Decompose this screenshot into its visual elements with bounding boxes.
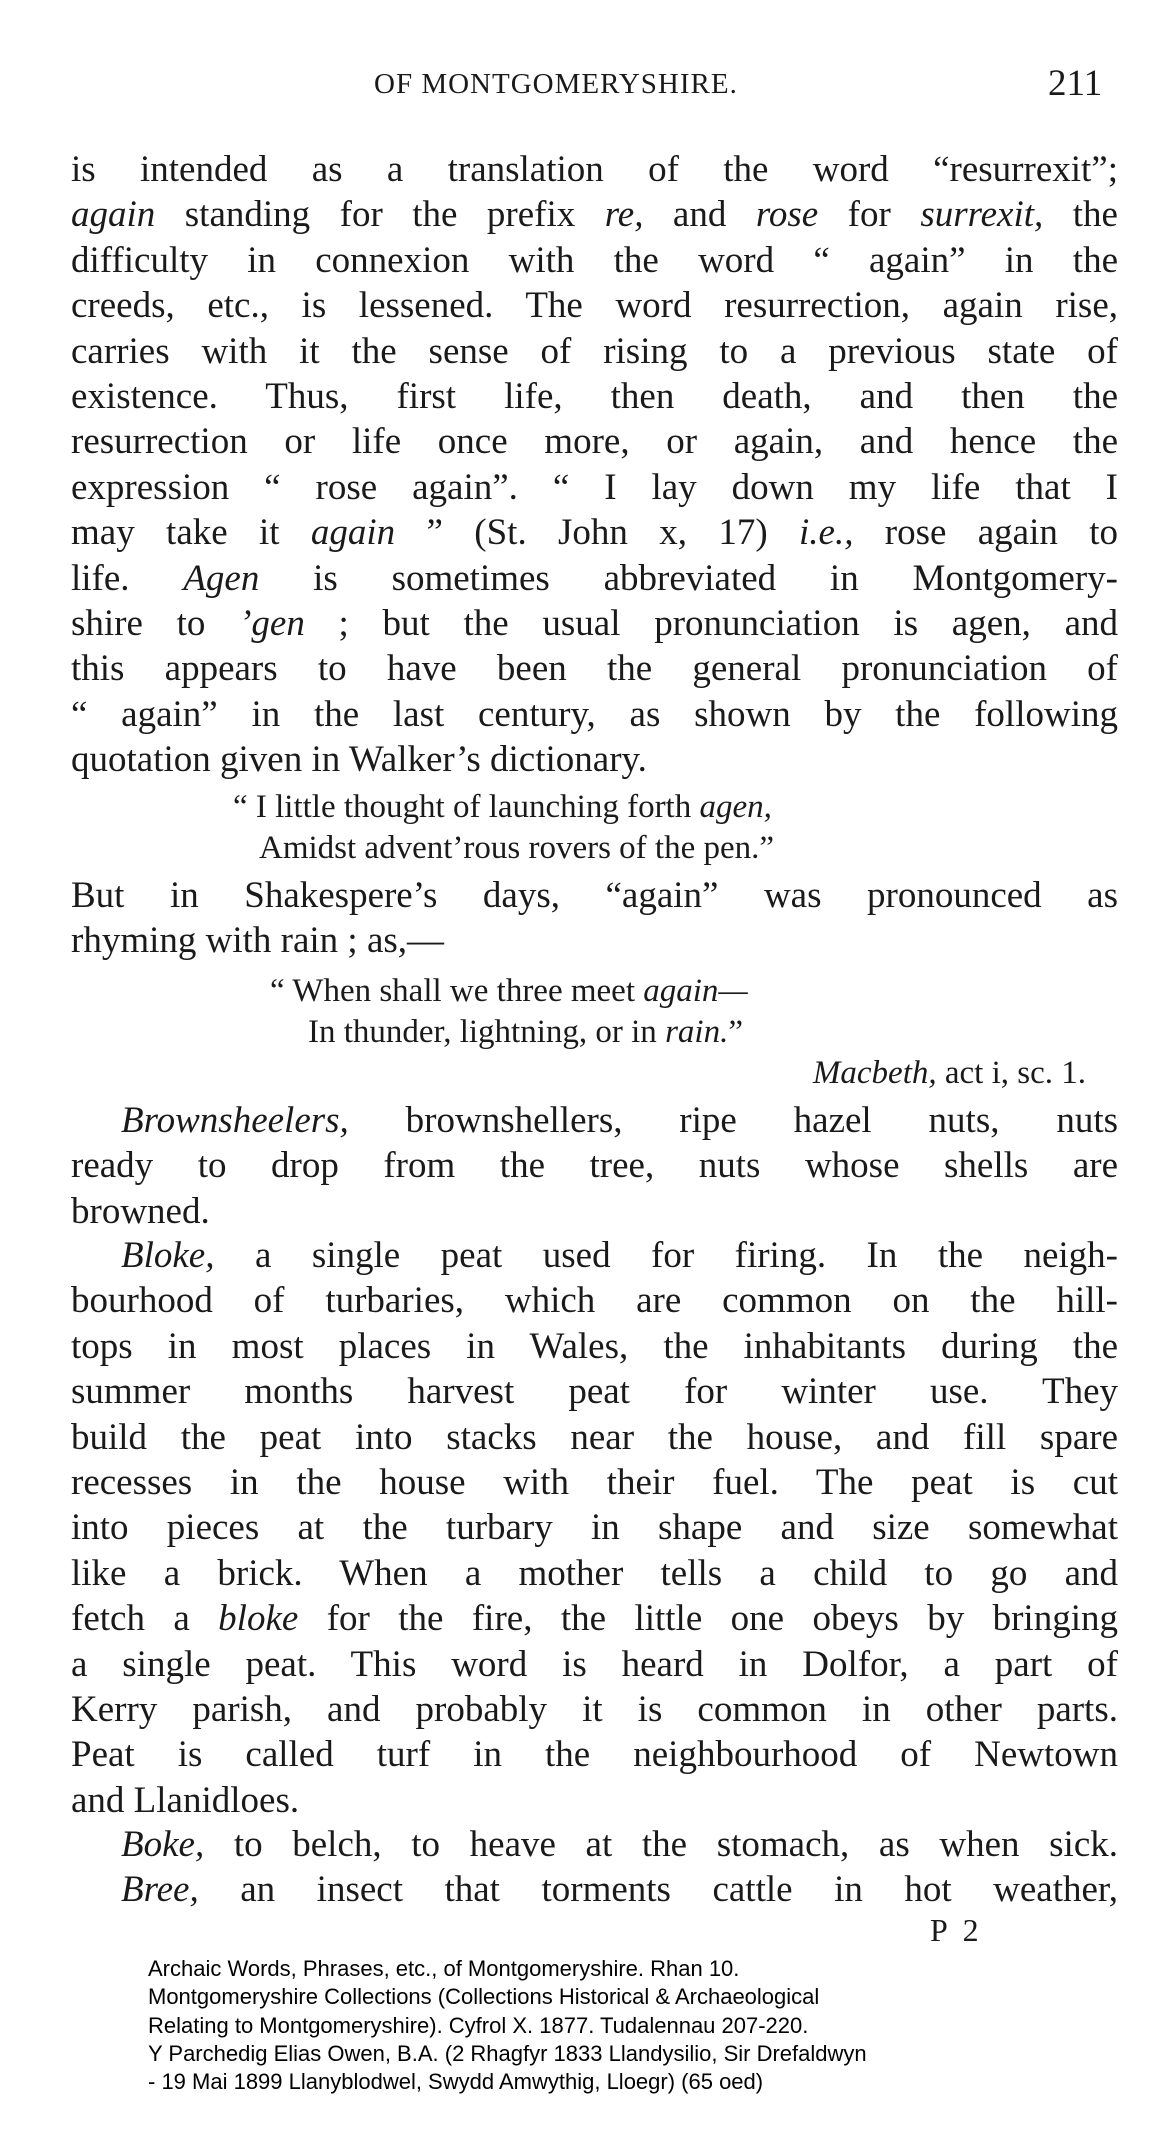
text-line	[71, 329, 1118, 374]
text-run: existence. Thus, first life, then death, and then the	[71, 375, 1118, 417]
signature-mark: P 2	[930, 1912, 983, 1948]
italic-text: Bree,	[121, 1869, 199, 1910]
text-run: carries with it the sense of rising to a previous state of	[71, 330, 1118, 372]
text-line	[71, 692, 1118, 737]
text-line	[71, 1278, 1118, 1323]
italic-text: surrexit,	[920, 194, 1044, 236]
text-run: like a brick. When a mother tells a child to go and	[71, 1552, 1118, 1594]
text-run: ” (St. John x, 17)	[395, 512, 799, 554]
text-line	[71, 1551, 1118, 1596]
italic-text: Macbeth,	[812, 1055, 937, 1091]
text-run: and	[643, 194, 756, 236]
entry-bloke	[71, 1233, 1118, 1823]
text-line	[71, 1098, 1118, 1143]
italic-text: rain.	[665, 1014, 729, 1050]
entry-brownsheelers	[71, 1098, 1118, 1234]
paragraph-shakespere	[71, 873, 1118, 964]
entry-bree	[71, 1867, 1118, 1912]
footer-line: - 19 Mai 1899 Llanyblodwel, Swydd Amwythig, Lloegr) (65 oed)	[148, 2069, 764, 2095]
text-run: may take it	[71, 512, 311, 554]
text-run: ; but the usual pronunciation is agen, and	[304, 602, 1118, 644]
italic-text: bloke	[218, 1598, 299, 1640]
text-line	[71, 1505, 1118, 1550]
footer-line: Archaic Words, Phrases, etc., of Montgomeryshire. Rhan 10.	[148, 1956, 740, 1981]
text-run: bourhood of turbaries, which are common on the hill-	[71, 1280, 1118, 1322]
text-run: “ I little thought of launching forth	[233, 789, 700, 825]
text-line	[71, 283, 1118, 328]
text-run: quotation given in Walker’s dictionary.	[71, 739, 647, 781]
text-run: to belch, to heave at the stomach, as when sick.	[204, 1824, 1118, 1865]
text-run: “ again” in the last century, as shown by the following	[71, 693, 1118, 735]
page-number: 211	[1048, 63, 1103, 104]
text-run: But in Shakespere’s days, “again” was pronounced as	[71, 875, 1118, 916]
text-line	[71, 238, 1118, 283]
text-run: an insect that torments cattle in hot weather,	[198, 1869, 1118, 1910]
italic-text: again	[71, 194, 156, 236]
text-run: resurrection or life once more, or again, and hence the	[71, 421, 1118, 463]
text-line	[71, 419, 1118, 464]
text-line	[71, 1143, 1118, 1188]
text-run: expression “ rose again”. “ I lay down my life that I	[71, 466, 1118, 508]
text-run: a single peat. This word is heard in Dolfor, a part of	[71, 1643, 1118, 1685]
text-line	[71, 1189, 1118, 1234]
text-line	[71, 1324, 1118, 1369]
citation-footer	[148, 1955, 867, 2096]
text-run: is intended as a translation of the word “resurrexit”;	[71, 149, 1118, 190]
text-run: build the peat into stacks near the house, and fill spare	[71, 1416, 1118, 1458]
text-run: rhyming with rain ; as,—	[71, 920, 445, 962]
text-line	[71, 1822, 1118, 1867]
text-line	[71, 556, 1118, 601]
paragraph-again	[71, 147, 1118, 782]
text-run: difficulty in connexion with the word “ again” in the	[71, 239, 1118, 281]
text-line	[71, 737, 1118, 782]
italic-text: Brownsheelers,	[121, 1100, 349, 1141]
text-run: and Llanidloes.	[71, 1779, 300, 1821]
text-run: “ When shall we three meet	[270, 973, 644, 1009]
text-line	[71, 646, 1118, 691]
verse-quote-macbeth	[71, 971, 1118, 1053]
italic-text: i.e.,	[799, 512, 854, 554]
text-line	[71, 1867, 1118, 1912]
text-line	[71, 1460, 1118, 1505]
verse-quote-walker	[71, 787, 1118, 869]
text-run: ready to drop from the tree, nuts whose shells are	[71, 1145, 1118, 1187]
italic-text: Agen	[183, 557, 260, 599]
italic-text: agen,	[699, 789, 772, 825]
text-run: recesses in the house with their fuel. The peat is cut	[71, 1461, 1118, 1503]
italic-text: re,	[604, 194, 644, 236]
text-line	[71, 1642, 1118, 1687]
text-line	[71, 147, 1118, 192]
text-line	[71, 1596, 1118, 1641]
text-run: act i, sc. 1.	[936, 1055, 1086, 1091]
text-line	[71, 1012, 1118, 1053]
quote-attribution	[71, 1053, 1086, 1094]
text-line	[71, 1778, 1118, 1823]
text-run: standing for the prefix	[155, 194, 605, 236]
text-run: summer months harvest peat for winter use. They	[71, 1371, 1118, 1413]
text-run: ”	[728, 1014, 743, 1050]
footer-line: Relating to Montgomeryshire). Cyfrol X. 1877. Tudalennau 207-220.	[148, 2012, 809, 2038]
text-run: life.	[71, 557, 184, 599]
text-line	[71, 1053, 1086, 1094]
text-run: Peat is called turf in the neighbourhood of Newtown	[71, 1734, 1118, 1776]
text-run: browned.	[71, 1190, 210, 1232]
text-line	[71, 918, 1118, 963]
text-line	[71, 787, 1118, 828]
footer-line: Y Parchedig Elias Owen, B.A. (2 Rhagfyr 1833 Llandysilio, Sir Drefaldwyn	[148, 2040, 867, 2066]
text-run: is sometimes abbreviated in Montgomery-	[259, 557, 1118, 599]
text-line	[71, 1233, 1118, 1278]
text-line	[71, 1687, 1118, 1732]
text-run: In thunder, lightning, or in	[308, 1014, 666, 1050]
text-run: Kerry parish, and probably it is common in other parts.	[71, 1688, 1118, 1730]
text-line	[71, 601, 1118, 646]
text-line	[71, 510, 1118, 555]
italic-text: rose	[755, 194, 819, 236]
text-line	[71, 1369, 1118, 1414]
text-run: for	[818, 194, 921, 236]
text-line	[71, 1415, 1118, 1460]
italic-text: Bloke,	[121, 1235, 215, 1276]
text-line	[71, 828, 1118, 869]
text-line	[71, 873, 1118, 918]
text-run: brownshellers, ripe hazel nuts, nuts	[348, 1100, 1118, 1141]
text-run: shire to	[71, 602, 240, 644]
running-title: OF MONTGOMERYSHIRE.	[374, 68, 738, 100]
text-line	[71, 465, 1118, 510]
text-run: a single peat used for firing. In the neigh-	[214, 1235, 1118, 1276]
footer-line: Montgomeryshire Collections (Collections Historical & Archaeological	[148, 1984, 820, 2010]
text-run: tops in most places in Wales, the inhabitants during the	[71, 1325, 1118, 1367]
italic-text: Boke,	[121, 1824, 205, 1865]
entry-boke	[71, 1822, 1118, 1867]
text-run: Amidst advent’rous rovers of the pen.”	[259, 830, 775, 866]
text-line	[71, 192, 1118, 237]
text-line	[71, 374, 1118, 419]
text-run: for the fire, the little one obeys by bringing	[298, 1598, 1118, 1640]
text-line	[71, 1732, 1118, 1777]
text-run: rose again to	[853, 512, 1119, 554]
text-run: fetch a	[71, 1598, 219, 1640]
text-run: into pieces at the turbary in shape and size somewhat	[71, 1507, 1118, 1549]
italic-text: again	[310, 512, 396, 554]
text-run: creeds, etc., is lessened. The word resurrection, again rise,	[71, 285, 1118, 327]
text-line	[71, 971, 1118, 1012]
italic-text: ’gen	[239, 602, 305, 644]
text-run: the	[1043, 194, 1118, 236]
italic-text: again—	[643, 973, 748, 1009]
text-run: this appears to have been the general pronunciation of	[71, 648, 1118, 690]
